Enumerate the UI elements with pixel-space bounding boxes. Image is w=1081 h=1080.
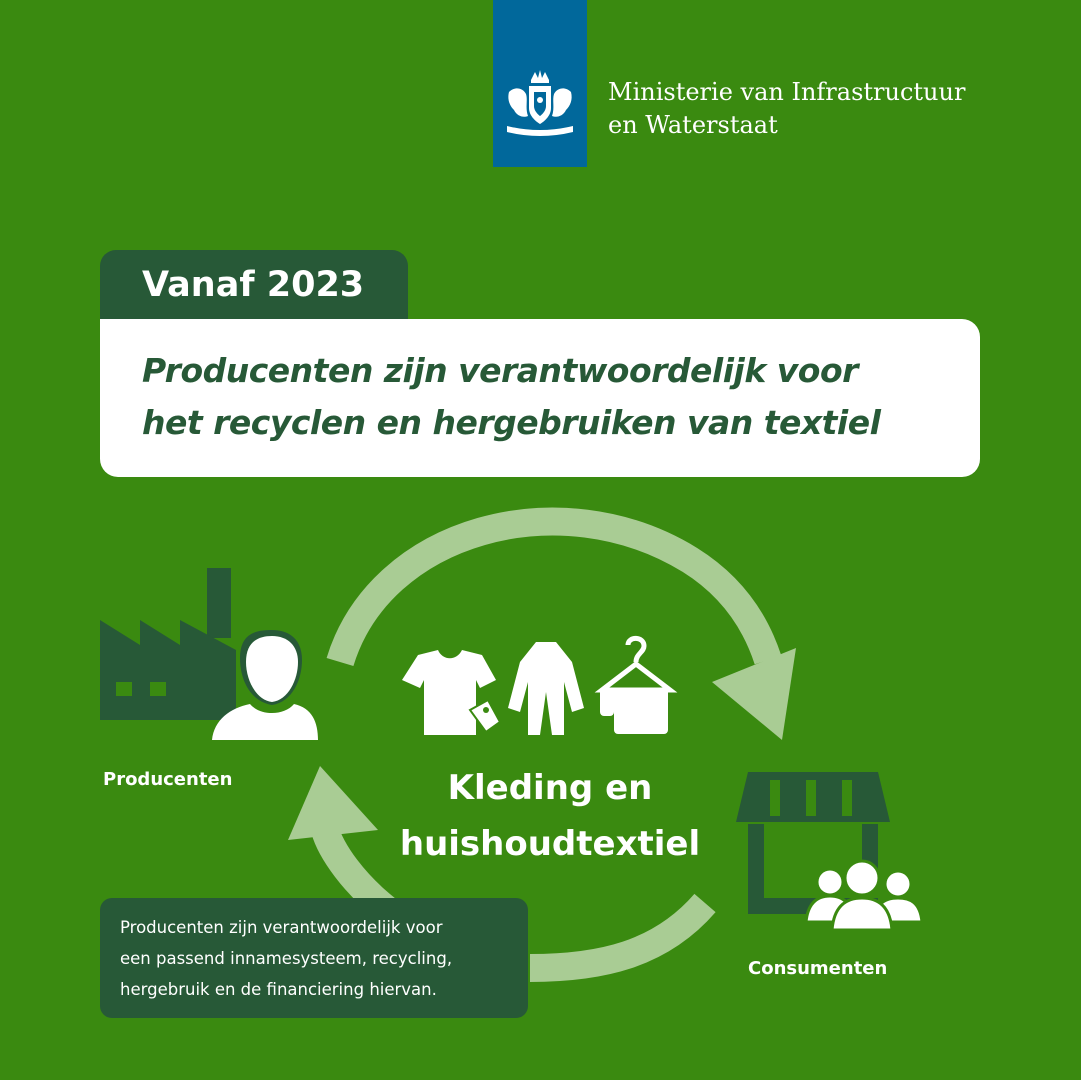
info-box: [100, 898, 528, 1018]
ministry-line-1: Ministerie van Infrastructuur: [608, 78, 966, 106]
headline-line-1: Producenten zijn verantwoordelijk voor: [142, 351, 858, 390]
producers-label: Producenten: [103, 769, 233, 790]
factory-icon: [100, 568, 236, 720]
info-text: [120, 912, 520, 1005]
hanger-towel-icon: [600, 638, 670, 734]
center-title: [380, 760, 720, 872]
headline-line-2: het recyclen en hergebruiken van textiel: [142, 403, 881, 442]
tshirt-icon: [402, 650, 500, 735]
coverall-icon: [508, 642, 584, 735]
info-line-2: een passend innamesysteem, recycling,: [120, 949, 453, 968]
center-title-line-1: Kleding en: [447, 768, 653, 808]
info-line-3: hergebruik en de financiering hiervan.: [120, 980, 437, 999]
top-cycle-arrow: [340, 522, 796, 740]
info-line-1: Producenten zijn verantwoordelijk voor: [120, 918, 443, 937]
people-group-icon: [806, 861, 922, 930]
consumers-label: Consumenten: [748, 958, 888, 979]
center-title-line-2: huishoudtextiel: [399, 824, 701, 864]
ministry-line-2: en Waterstaat: [608, 111, 778, 139]
year-tab-label: Vanaf 2023: [142, 265, 365, 305]
